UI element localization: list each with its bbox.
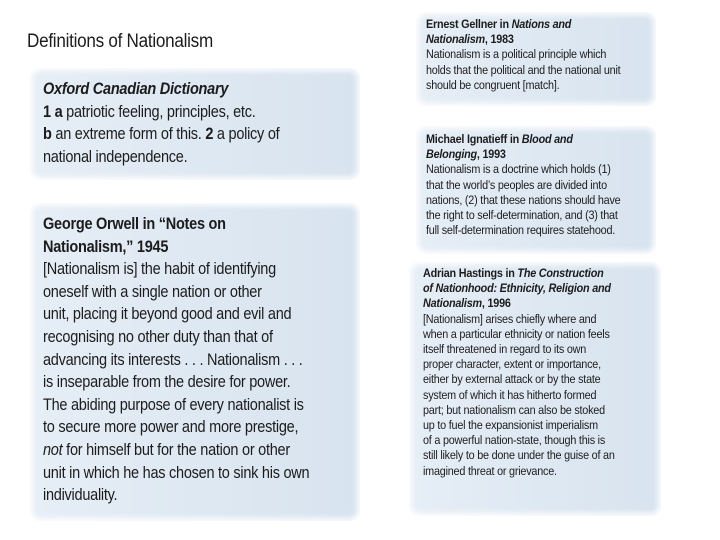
page-title: Definitions of Nationalism — [27, 31, 213, 52]
ignatieff-line: Nationalism is a doctrine which holds (1) — [426, 162, 611, 177]
gellner-line: holds that the political and the national unit — [426, 62, 621, 77]
hastings-line: part; but nationalism can also be stoked — [423, 402, 605, 417]
orwell-definition-box — [30, 203, 360, 521]
oxford-source: Oxford Canadian Dictionary — [43, 80, 229, 98]
oxford-definition-box — [30, 68, 360, 180]
orwell-line: is inseparable from the desire for power. — [43, 373, 291, 392]
ignatieff-line: that the world’s peoples are divided into — [426, 177, 607, 192]
hastings-line: system of which it has hitherto formed — [423, 387, 597, 402]
hastings-line: proper character, extent or importance, — [423, 357, 601, 372]
hastings-heading-2: of Nationhood: Ethnicity, Religion and — [423, 281, 611, 296]
ignatieff-line: nations, (2) that these nations should have — [426, 192, 621, 207]
hastings-heading-1: Adrian Hastings in The Construction — [423, 266, 604, 280]
orwell-not-emphasis: not — [43, 440, 63, 459]
orwell-line: The abiding purpose of every nationalist is — [43, 395, 304, 414]
orwell-line: oneself with a single nation or other — [43, 282, 262, 301]
hastings-line: when a particular ethnicity or nation feels — [423, 326, 610, 341]
gellner-heading-2: Nationalism, 1983 — [426, 32, 514, 47]
hastings-line: imagined threat or grievance. — [423, 463, 557, 478]
gellner-line: Nationalism is a political principle which — [426, 47, 607, 62]
hastings-line: still likely to be done under the guise of an — [423, 448, 615, 463]
orwell-heading-2: Nationalism,” 1945 — [43, 237, 169, 256]
hastings-line: either by external attack or by the state — [423, 372, 601, 387]
ignatieff-line: the right to self-determination, and (3) that — [426, 208, 618, 223]
oxford-line-1: 1 a patriotic feeling, principles, etc. — [43, 102, 256, 121]
orwell-line: unit, placing it beyond good and evil and — [43, 305, 292, 324]
ignatieff-line: full self-determination requires statehood. — [426, 223, 616, 238]
hastings-line: of a powerful nation-state, though this is — [423, 433, 606, 448]
orwell-line: unit in which he has chosen to sink his own — [43, 463, 310, 482]
orwell-line: individuality. — [43, 486, 118, 505]
gellner-line: should be congruent [match]. — [426, 77, 560, 92]
ignatieff-heading-1: Michael Ignatieff in Blood and — [426, 132, 573, 146]
orwell-heading-1: George Orwell in “Notes on — [43, 215, 226, 233]
hastings-definition-box — [409, 262, 661, 516]
ignatieff-definition-box — [416, 126, 656, 254]
hastings-line: itself threatened in regard to its own — [423, 342, 587, 357]
hastings-line: up to fuel the expansionist imperialism — [423, 418, 598, 433]
hastings-heading-3: Nationalism, 1996 — [423, 296, 511, 311]
orwell-line: not for himself but for the nation or other — [43, 440, 290, 459]
orwell-line: [Nationalism is] the habit of identifying — [43, 260, 276, 279]
orwell-line: recognising no other duty than that of — [43, 327, 273, 346]
orwell-line: to secure more power and more prestige, — [43, 418, 299, 437]
oxford-line-3: national independence. — [43, 147, 188, 166]
gellner-definition-box — [416, 12, 656, 106]
ignatieff-heading-2: Belonging, 1993 — [426, 147, 506, 162]
hastings-line: [Nationalism] arises chiefly where and — [423, 311, 597, 326]
oxford-line-2: b an extreme form of this. 2 a policy of — [43, 125, 280, 144]
orwell-line: advancing its interests . . . Nationalism . . . — [43, 350, 303, 369]
gellner-heading-1: Ernest Gellner in Nations and — [426, 17, 572, 31]
